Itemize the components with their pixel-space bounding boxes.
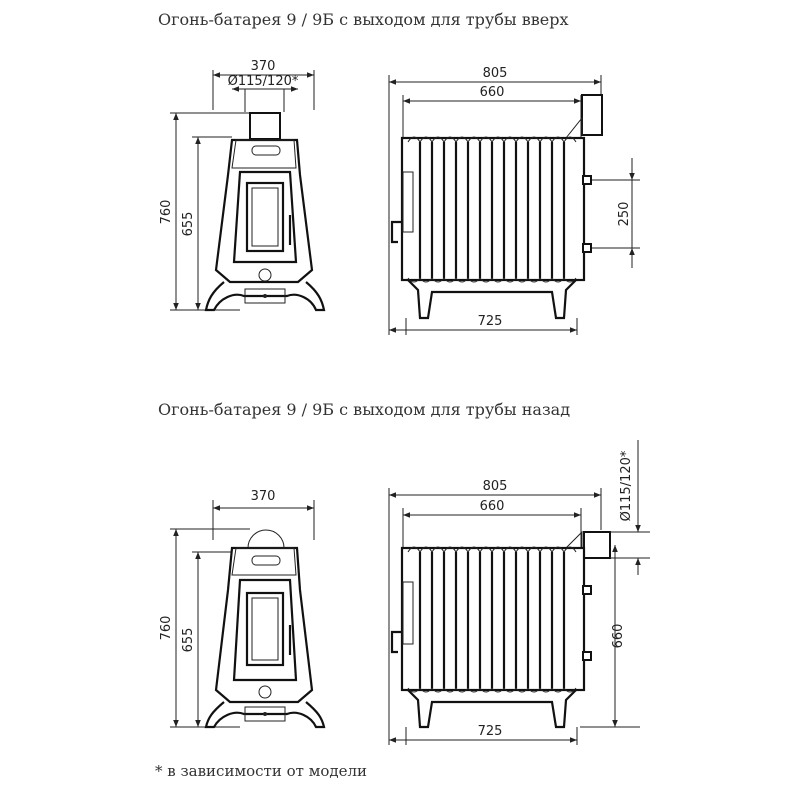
bottom-side-view	[389, 440, 650, 745]
top-side-fitting-spacing: 250	[617, 201, 632, 227]
bottom-front-height-body: 655	[181, 627, 196, 653]
top-side-length-body: 660	[479, 85, 505, 100]
bottom-front-view	[159, 489, 324, 727]
bottom-front-width: 370	[250, 489, 276, 504]
top-side-base: 725	[477, 314, 503, 329]
top-front-view	[159, 59, 324, 310]
footnote: * в зависимости от модели	[155, 762, 368, 780]
bottom-side-pipe: Ø115/120*	[619, 450, 634, 522]
top-front-height-total: 760	[159, 199, 174, 225]
bottom-side-length-total: 805	[482, 479, 508, 494]
top-front-pipe: Ø115/120*	[227, 74, 299, 89]
top-front-width: 370	[250, 59, 276, 74]
bottom-side-length-body: 660	[479, 499, 505, 514]
bottom-side-fins	[420, 552, 564, 688]
title-bottom: Огонь-батарея 9 / 9Б с выходом для трубы назад	[158, 400, 571, 419]
top-front-height-body: 655	[181, 211, 196, 237]
bottom-side-pipe-height: 660	[611, 623, 626, 649]
top-side-view	[389, 66, 640, 335]
top-side-length-total: 805	[482, 66, 508, 81]
title-top: Огонь-батарея 9 / 9Б с выходом для трубы вверх	[158, 10, 569, 29]
bottom-side-base: 725	[477, 724, 503, 739]
top-side-fins	[420, 142, 564, 278]
bottom-front-height-total: 760	[159, 615, 174, 641]
